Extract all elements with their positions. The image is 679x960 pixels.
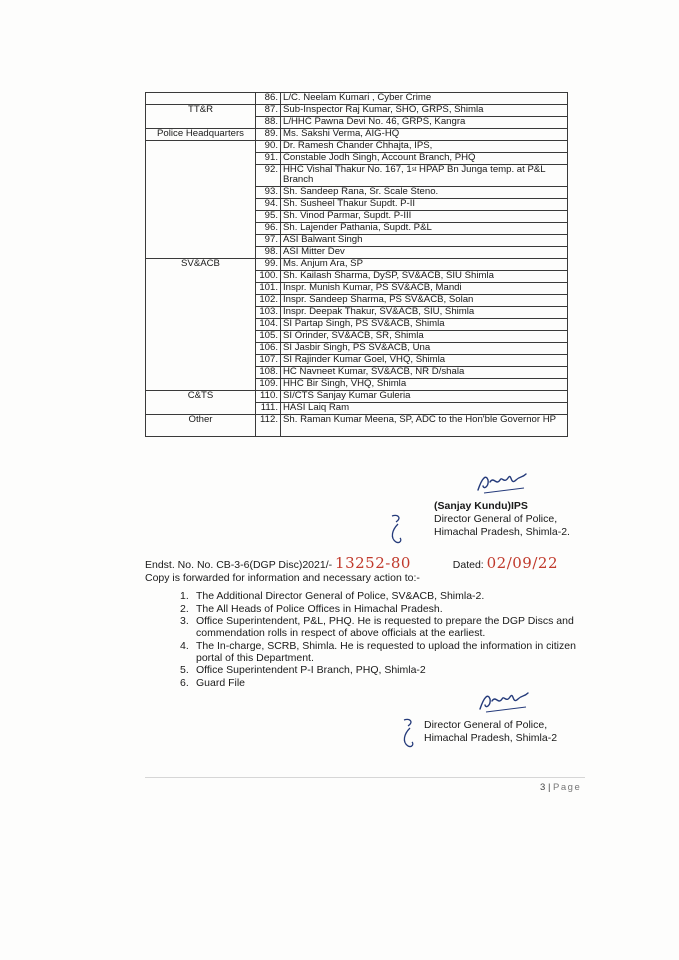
table-row [146, 391, 568, 403]
group-label-cts: C&TS [146, 391, 256, 415]
page-number: 3 | Page [540, 782, 582, 793]
official-name: SI Partap Singh, PS SV&ACB, Shimla [281, 319, 568, 331]
copy-forward-line: Copy is forwarded for information and necessary action to:- [145, 572, 420, 584]
dated-label: Dated: [452, 559, 484, 571]
row-number: 95. [256, 211, 281, 223]
official-name: HHC Bir Singh, VHQ, Shimla [281, 379, 568, 391]
row-number: 92. [256, 165, 281, 187]
row-number: 112. [256, 415, 281, 437]
official-name: Sh. Raman Kumar Meena, SP, ADC to the Hon'ble Governor HP [281, 415, 568, 437]
endorsement-number-handwritten: 13252-80 [335, 554, 411, 572]
row-number: 103. [256, 307, 281, 319]
row-number: 98. [256, 247, 281, 259]
date-handwritten: 02/09/22 [486, 554, 558, 572]
official-name: Sh. Kailash Sharma, DySP, SV&ACB, SIU Shimla [281, 271, 568, 283]
official-name: Sh. Susheel Thakur Supdt. P-II [281, 199, 568, 211]
signatory-office: Himachal Pradesh, Shimla-2. [434, 526, 570, 538]
row-number: 97. [256, 235, 281, 247]
official-name: SI Rajinder Kumar Goel, VHQ, Shimla [281, 355, 568, 367]
official-name: Sh. Sandeep Rana, Sr. Scale Steno. [281, 187, 568, 199]
row-number: 101. [256, 283, 281, 295]
endorsement-number-label: Endst. No. No. CB-3-6(DGP Disc)2021/- [145, 559, 333, 571]
commendation-table [145, 92, 568, 437]
row-number: 107. [256, 355, 281, 367]
table-row [146, 141, 568, 153]
signature-block-1 [434, 500, 570, 539]
official-name: Inspr. Munish Kumar, PS SV&ACB, Mandi [281, 283, 568, 295]
official-name: Constable Jodh Singh, Account Branch, PHQ [281, 153, 568, 165]
official-name: HC Navneet Kumar, SV&ACB, NR D/shala [281, 367, 568, 379]
official-name: Inspr. Sandeep Sharma, PS SV&ACB, Solan [281, 295, 568, 307]
signature-scribble-icon [474, 468, 530, 496]
signatory-designation: Director General of Police, [434, 513, 558, 525]
row-number: 108. [256, 367, 281, 379]
official-name: HHC Vishal Thakur No. 167, 1st HPAP Bn Junga temp. at P&L Branch [281, 165, 568, 187]
official-name: HASI Laiq Ram [281, 403, 568, 415]
row-number: 99. [256, 259, 281, 271]
initials-mark-icon [400, 716, 418, 750]
group-label-svacb: SV&ACB [146, 259, 256, 391]
official-name: Sub-Inspector Raj Kumar, SHO, GRPS, Shimla [281, 105, 568, 117]
table-row [146, 105, 568, 117]
signatory-office: Himachal Pradesh, Shimla-2 [424, 732, 558, 744]
row-number: 100. [256, 271, 281, 283]
row-number: 105. [256, 331, 281, 343]
group-label-phq: Police Headquarters [146, 129, 256, 141]
row-number: 104. [256, 319, 281, 331]
official-name: SI Orinder, SV&ACB, SR, Shimla [281, 331, 568, 343]
official-name: SI/CTS Sanjay Kumar Guleria [281, 391, 568, 403]
row-number: 94. [256, 199, 281, 211]
row-number: 111. [256, 403, 281, 415]
signature-block-2 [424, 719, 557, 745]
list-item: 4. The In-charge, SCRB, Shimla. He is requested to upload the information in citizen portal of this Department. [180, 639, 576, 664]
table-row [146, 93, 568, 105]
official-name: Ms. Sakshi Verma, AIG-HQ [281, 129, 568, 141]
official-name: Dr. Ramesh Chander Chhajta, IPS, [281, 141, 568, 153]
table-row [146, 415, 568, 437]
list-item: 5. Office Superintendent P-I Branch, PHQ, Shimla-2 [180, 664, 426, 676]
recipient-list [180, 590, 580, 689]
list-item: 3. Office Superintendent, P&L, PHQ. He is requested to prepare the DGP Discs and commendation rolls in respect of above officials at the earliest. [180, 615, 574, 639]
row-number: 88. [256, 117, 281, 129]
official-name: Inspr. Deepak Thakur, SV&ACB, SIU, Shimla [281, 307, 568, 319]
group-label-ttr: TT&R [146, 105, 256, 129]
list-item: 1. The Additional Director General of Police, SV&ACB, Shimla-2. [180, 590, 485, 602]
row-number: 90. [256, 141, 281, 153]
official-name: SI Jasbir Singh, PS SV&ACB, Una [281, 343, 568, 355]
official-name: Ms. Anjum Ara, SP [281, 259, 568, 271]
endorsement-line [145, 554, 585, 572]
signatory-designation: Director General of Police, [424, 719, 548, 731]
initials-mark-icon [388, 512, 406, 546]
official-name: L/C. Neelam Kumari , Cyber Crime [281, 93, 568, 105]
official-name: L/HHC Pawna Devi No. 46, GRPS, Kangra [281, 117, 568, 129]
signature-scribble-icon [476, 687, 532, 715]
list-item: 2. The All Heads of Police Offices in Himachal Pradesh. [180, 602, 443, 615]
row-number: 110. [256, 391, 281, 403]
row-number: 89. [256, 129, 281, 141]
list-item: 6. Guard File [180, 676, 246, 689]
row-number: 87. [256, 105, 281, 117]
row-number: 102. [256, 295, 281, 307]
row-number: 93. [256, 187, 281, 199]
table-row [146, 259, 568, 271]
official-name: Sh. Lajender Pathania, Supdt. P&L [281, 223, 568, 235]
row-number: 109. [256, 379, 281, 391]
footer-divider [145, 777, 585, 778]
official-name: Sh. Vinod Parmar, Supdt. P-III [281, 211, 568, 223]
table-row [146, 129, 568, 141]
official-name: ASI Mitter Dev [281, 247, 568, 259]
row-number: 86. [256, 93, 281, 105]
row-number: 106. [256, 343, 281, 355]
row-number: 96. [256, 223, 281, 235]
row-number: 91. [256, 153, 281, 165]
official-name: ASI Balwant Singh [281, 235, 568, 247]
signatory-name: (Sanjay Kundu)IPS [434, 500, 528, 512]
officials-table [145, 92, 568, 437]
group-label-other: Other [146, 415, 256, 437]
